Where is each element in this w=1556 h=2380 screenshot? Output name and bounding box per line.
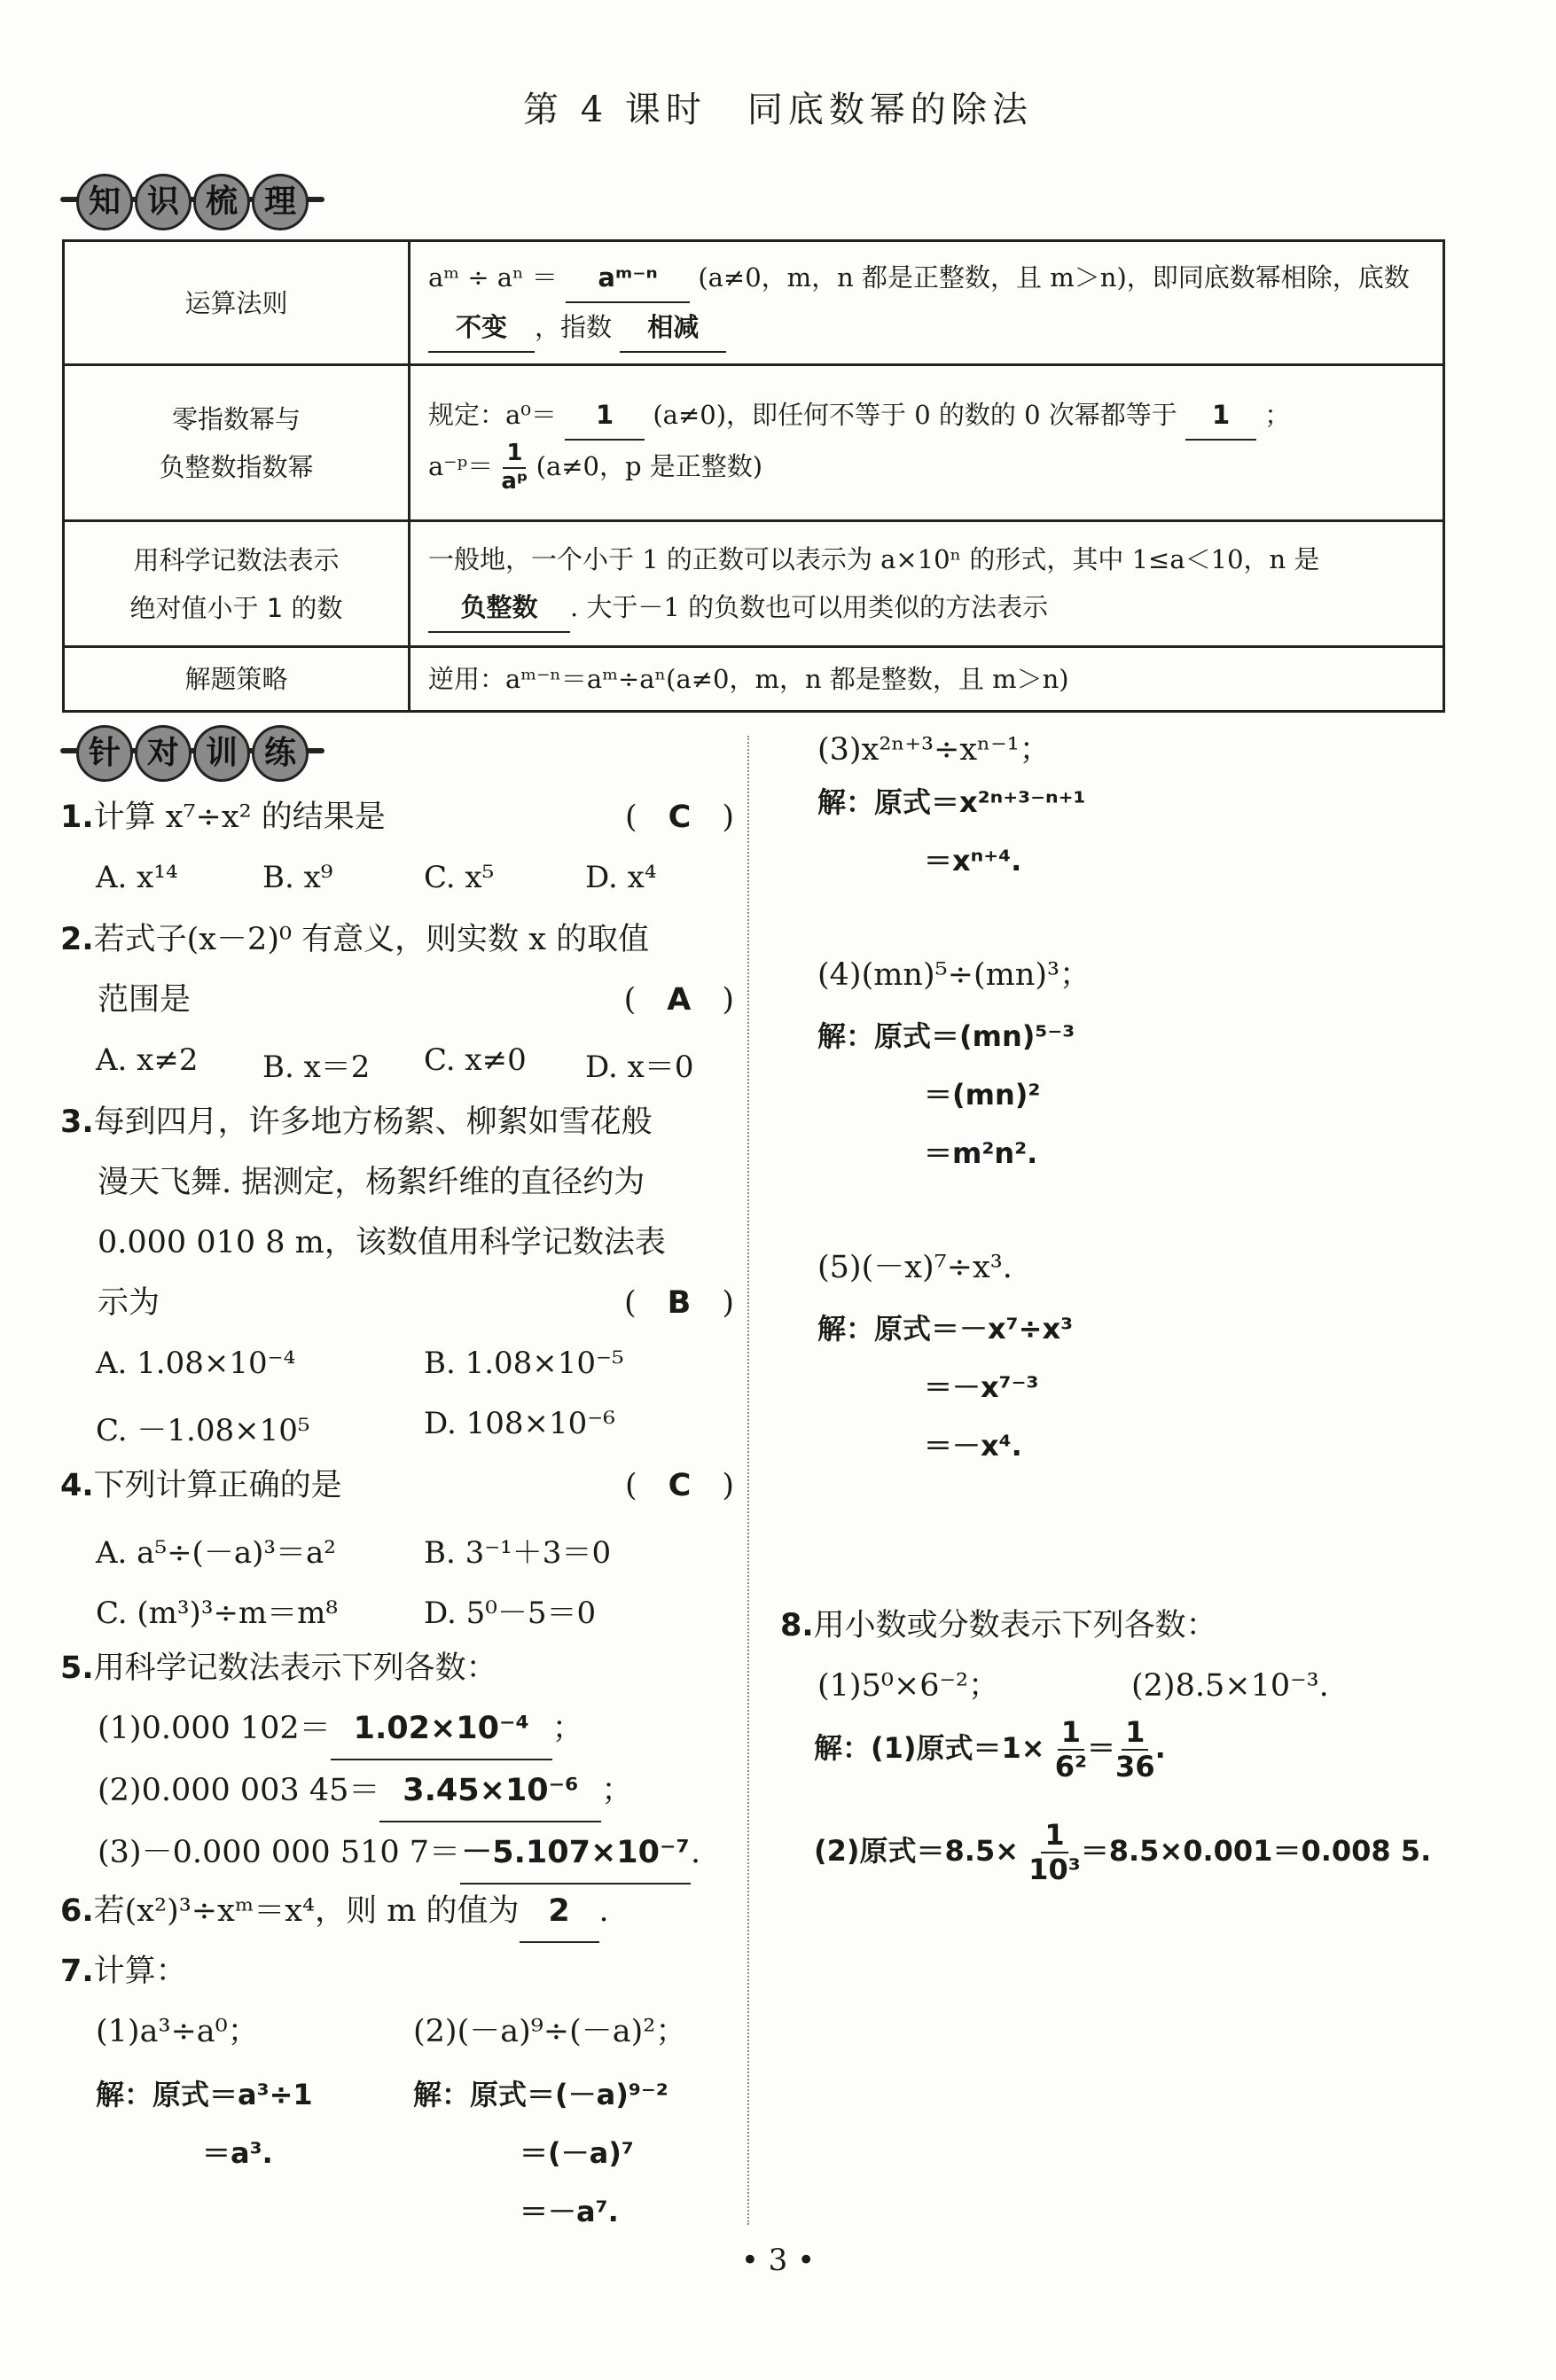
- option-d: D. 108×10⁻⁶: [424, 1406, 615, 1441]
- question-number: 5.: [60, 1650, 94, 1686]
- text: . 大于－1 的负数也可以用类似的方法表示: [570, 591, 1049, 622]
- page-title: 第 4 课时 同底数幂的除法: [523, 90, 1033, 130]
- option-c: C. －1.08×10⁵: [96, 1413, 310, 1448]
- sub-question: (2)0.000 003 45＝: [98, 1773, 380, 1808]
- question-text: 每到四月，许多地方杨絮、柳絮如雪花般: [93, 1104, 653, 1140]
- option-c: C. x⁵: [424, 860, 495, 895]
- text: a⁻ᵖ＝: [428, 450, 494, 481]
- answer-paren: ( C ): [625, 800, 734, 835]
- column-divider: [747, 736, 749, 2225]
- solution-line: 解：原式＝(mn)⁵⁻³: [817, 1019, 1075, 1053]
- header-line: 用科学记数法表示: [133, 544, 340, 575]
- option-d: D. x＝0: [585, 1050, 694, 1085]
- solution-line: 解：原式＝a³÷1: [96, 2078, 313, 2111]
- text: (a≠0，m，n 都是正整数，且 m＞n)，即同底数幂相除，底数: [698, 261, 1410, 293]
- solution-line: ＝(－a)⁷: [520, 2136, 634, 2170]
- answer-choice: C: [668, 1468, 692, 1503]
- denominator: aᵖ: [501, 467, 528, 495]
- solution-text: (2)原式＝8.5×: [814, 1833, 1020, 1868]
- question-number: 4.: [60, 1468, 94, 1503]
- question-1: [60, 787, 734, 847]
- solution-line: ＝(mn)²: [924, 1078, 1041, 1112]
- question-text: 0.000 010 8 m，该数值用科学记数法表: [98, 1225, 666, 1260]
- badge-char: 针: [76, 725, 133, 782]
- solution-8-1: [814, 1716, 1166, 1783]
- answer-choice: A: [667, 982, 692, 1018]
- text: 规定：a⁰＝: [428, 399, 557, 430]
- sub-question: (1)a³÷a⁰；: [96, 2014, 259, 2049]
- question-number: 7.: [60, 1954, 94, 1989]
- question-text: 用小数或分数表示下列各数：: [813, 1608, 1217, 1643]
- solution-7-1: [96, 2065, 313, 2182]
- question-text: 漫天飞舞. 据测定，杨絮纤维的直径约为: [98, 1165, 645, 1200]
- badge-char: 练: [252, 725, 309, 782]
- question-number: 2.: [60, 922, 94, 957]
- page-number: • 3 •: [740, 2243, 816, 2278]
- blank-answer: 2: [520, 1881, 599, 1943]
- rule-header: 运算法则: [64, 241, 410, 365]
- sub-question: (3)－0.000 000 510 7＝: [98, 1835, 461, 1870]
- rule-content: [410, 241, 1444, 365]
- denominator: 36: [1115, 1749, 1155, 1783]
- solution-line: ＝xⁿ⁺⁴.: [924, 844, 1022, 878]
- fraction: [1028, 1819, 1081, 1886]
- fraction: [501, 441, 528, 496]
- solution-text: 解：(1)原式＝1×: [814, 1730, 1045, 1765]
- solution-7-2: [413, 2065, 669, 2241]
- numerator: 1: [1122, 1716, 1148, 1751]
- text: (a≠0)，即任何不等于 0 的数的 0 次幂都等于: [653, 399, 1177, 430]
- blank-answer: 1: [565, 391, 645, 441]
- solution-text: ＝: [1087, 1730, 1116, 1765]
- answer-paren: ( B ): [624, 1285, 734, 1321]
- question-2: [60, 909, 734, 1030]
- answer-choice: C: [668, 800, 692, 835]
- sci-notation-content: [410, 521, 1444, 647]
- answer-paren: ( C ): [625, 1468, 734, 1503]
- blank-answer: 负整数: [428, 583, 570, 633]
- solution-text: ＝8.5×0.001＝0.008 5.: [1080, 1833, 1432, 1868]
- option-b: B. x⁹: [262, 860, 333, 895]
- badge-char: 梳: [193, 174, 250, 230]
- question-4: [60, 1455, 734, 1516]
- fraction: [1115, 1716, 1155, 1783]
- blank-answer: 1.02×10⁻⁴: [331, 1698, 552, 1760]
- answer-paren: ( A ): [623, 982, 734, 1018]
- solution-line: 解：原式＝x²ⁿ⁺³⁻ⁿ⁺¹: [817, 785, 1086, 819]
- question-6: 6.若(x²)³÷xᵐ＝x⁴，则 m 的值为 2 .: [60, 1881, 734, 1943]
- text: (a≠0，p 是正整数): [536, 450, 763, 481]
- text: ；: [1264, 399, 1291, 430]
- sub-question: (2)8.5×10⁻³.: [1131, 1668, 1329, 1704]
- numerator: 1: [503, 441, 526, 469]
- solution-line: ＝m²n².: [924, 1136, 1038, 1170]
- option-c: C. x≠0: [424, 1042, 527, 1078]
- text: ，指数: [535, 311, 613, 342]
- solution-line: ＝－a⁷.: [520, 2195, 619, 2228]
- question-5: 5.用科学记数法表示下列各数： (1)0.000 102＝ 1.02×10⁻⁴ ； (2)0.000 003 45＝ 3.45×10⁻⁶ ； (3)－0.000 000 510 7＝－5.107×10⁻⁷.: [60, 1638, 734, 1884]
- header-line: 负整数指数幂: [159, 451, 314, 482]
- denominator: 6²: [1054, 1749, 1088, 1783]
- solution-text: .: [1154, 1730, 1166, 1765]
- question-7: [60, 1941, 734, 2002]
- sub-question: (1)0.000 102＝: [98, 1711, 331, 1746]
- section-badge-knowledge: [76, 174, 309, 230]
- sci-notation-header: [64, 521, 410, 647]
- question-8: [780, 1596, 1472, 1656]
- text: 一般地，一个小于 1 的正数可以表示为 a×10ⁿ 的形式，其中 1≤a＜10，n 是: [428, 543, 1320, 574]
- numerator: 1: [1058, 1716, 1084, 1751]
- solution-7-3: [817, 773, 1086, 890]
- zero-exp-header: [64, 365, 410, 521]
- zero-exp-content: [410, 365, 1444, 521]
- sub-question: (4)(mn)⁵÷(mn)³；: [817, 957, 1091, 993]
- sub-question: (1)5⁰×6⁻²；: [817, 1668, 999, 1704]
- question-text: 范围是: [98, 982, 192, 1018]
- solution-8-2: [814, 1819, 1431, 1886]
- question-text: 若式子(x－2)⁰ 有意义，则实数 x 的取值: [93, 922, 650, 957]
- question-text: 计算 x⁷÷x² 的结果是: [93, 800, 386, 835]
- question-number: 8.: [780, 1608, 814, 1643]
- sub-question: (2)(－a)⁹÷(－a)²；: [413, 2014, 687, 2049]
- badge-char: 识: [135, 174, 192, 230]
- knowledge-table: [62, 239, 1445, 713]
- option-a: A. x≠2: [96, 1042, 199, 1078]
- sub-question: (5)(－x)⁷÷x³.: [817, 1250, 1013, 1285]
- blank-answer: 1: [1185, 391, 1256, 441]
- option-b: B. 1.08×10⁻⁵: [424, 1346, 624, 1381]
- solution-7-5: [817, 1299, 1073, 1475]
- question-text: 若(x²)³÷xᵐ＝x⁴，则 m 的值为: [93, 1893, 520, 1929]
- badge-char: 知: [76, 174, 133, 230]
- question-number: 1.: [60, 800, 94, 835]
- text: aᵐ ÷ aⁿ ＝: [428, 261, 558, 293]
- question-text: 示为: [98, 1285, 160, 1321]
- solution-line: ＝－x⁴.: [924, 1429, 1022, 1463]
- option-d: D. 5⁰－5＝0: [424, 1596, 597, 1631]
- option-a: A. a⁵÷(－a)³＝a²: [96, 1535, 336, 1571]
- option-a: A. x¹⁴: [96, 860, 178, 895]
- solution-line: 解：原式＝(－a)⁹⁻²: [413, 2078, 669, 2111]
- denominator: 10³: [1028, 1852, 1081, 1886]
- blank-answer: 3.45×10⁻⁶: [379, 1760, 601, 1822]
- badge-char: 理: [252, 174, 309, 230]
- badge-char: 对: [135, 725, 192, 782]
- question-3: [60, 1092, 734, 1333]
- sub-question: (3)x²ⁿ⁺³÷xⁿ⁻¹；: [817, 732, 1051, 768]
- strategy-header: 解题策略: [64, 647, 410, 712]
- option-b: B. x＝2: [262, 1050, 371, 1085]
- solution-7-4: [817, 1007, 1075, 1182]
- numerator: 1: [1041, 1819, 1067, 1853]
- header-line: 绝对值小于 1 的数: [129, 592, 343, 623]
- solution-line: 解：原式＝－x⁷÷x³: [817, 1312, 1074, 1346]
- fraction: [1055, 1716, 1087, 1783]
- header-line: 零指数幂与: [171, 403, 301, 434]
- question-text: 下列计算正确的是: [93, 1468, 342, 1503]
- strategy-content: 逆用：aᵐ⁻ⁿ＝aᵐ÷aⁿ(a≠0，m，n 都是整数，且 m＞n): [410, 647, 1444, 712]
- question-text: 计算：: [93, 1954, 187, 1989]
- option-c: C. (m³)³÷m＝m⁸: [96, 1596, 339, 1631]
- option-d: D. x⁴: [585, 860, 657, 895]
- blank-answer: aᵐ⁻ⁿ: [566, 254, 690, 303]
- question-number: 6.: [60, 1893, 94, 1929]
- answer-choice: B: [667, 1285, 692, 1321]
- option-b: B. 3⁻¹＋3＝0: [424, 1535, 612, 1571]
- blank-answer: －5.107×10⁻⁷: [460, 1822, 691, 1884]
- blank-answer: 相减: [620, 303, 726, 353]
- section-badge-practice: [76, 725, 309, 782]
- solution-line: ＝a³.: [202, 2136, 273, 2170]
- question-number: 3.: [60, 1104, 94, 1140]
- blank-answer: 不变: [428, 303, 535, 353]
- option-a: A. 1.08×10⁻⁴: [96, 1346, 296, 1381]
- badge-char: 训: [193, 725, 250, 782]
- question-text: 用科学记数法表示下列各数：: [93, 1650, 497, 1686]
- solution-line: ＝－x⁷⁻³: [924, 1370, 1039, 1404]
